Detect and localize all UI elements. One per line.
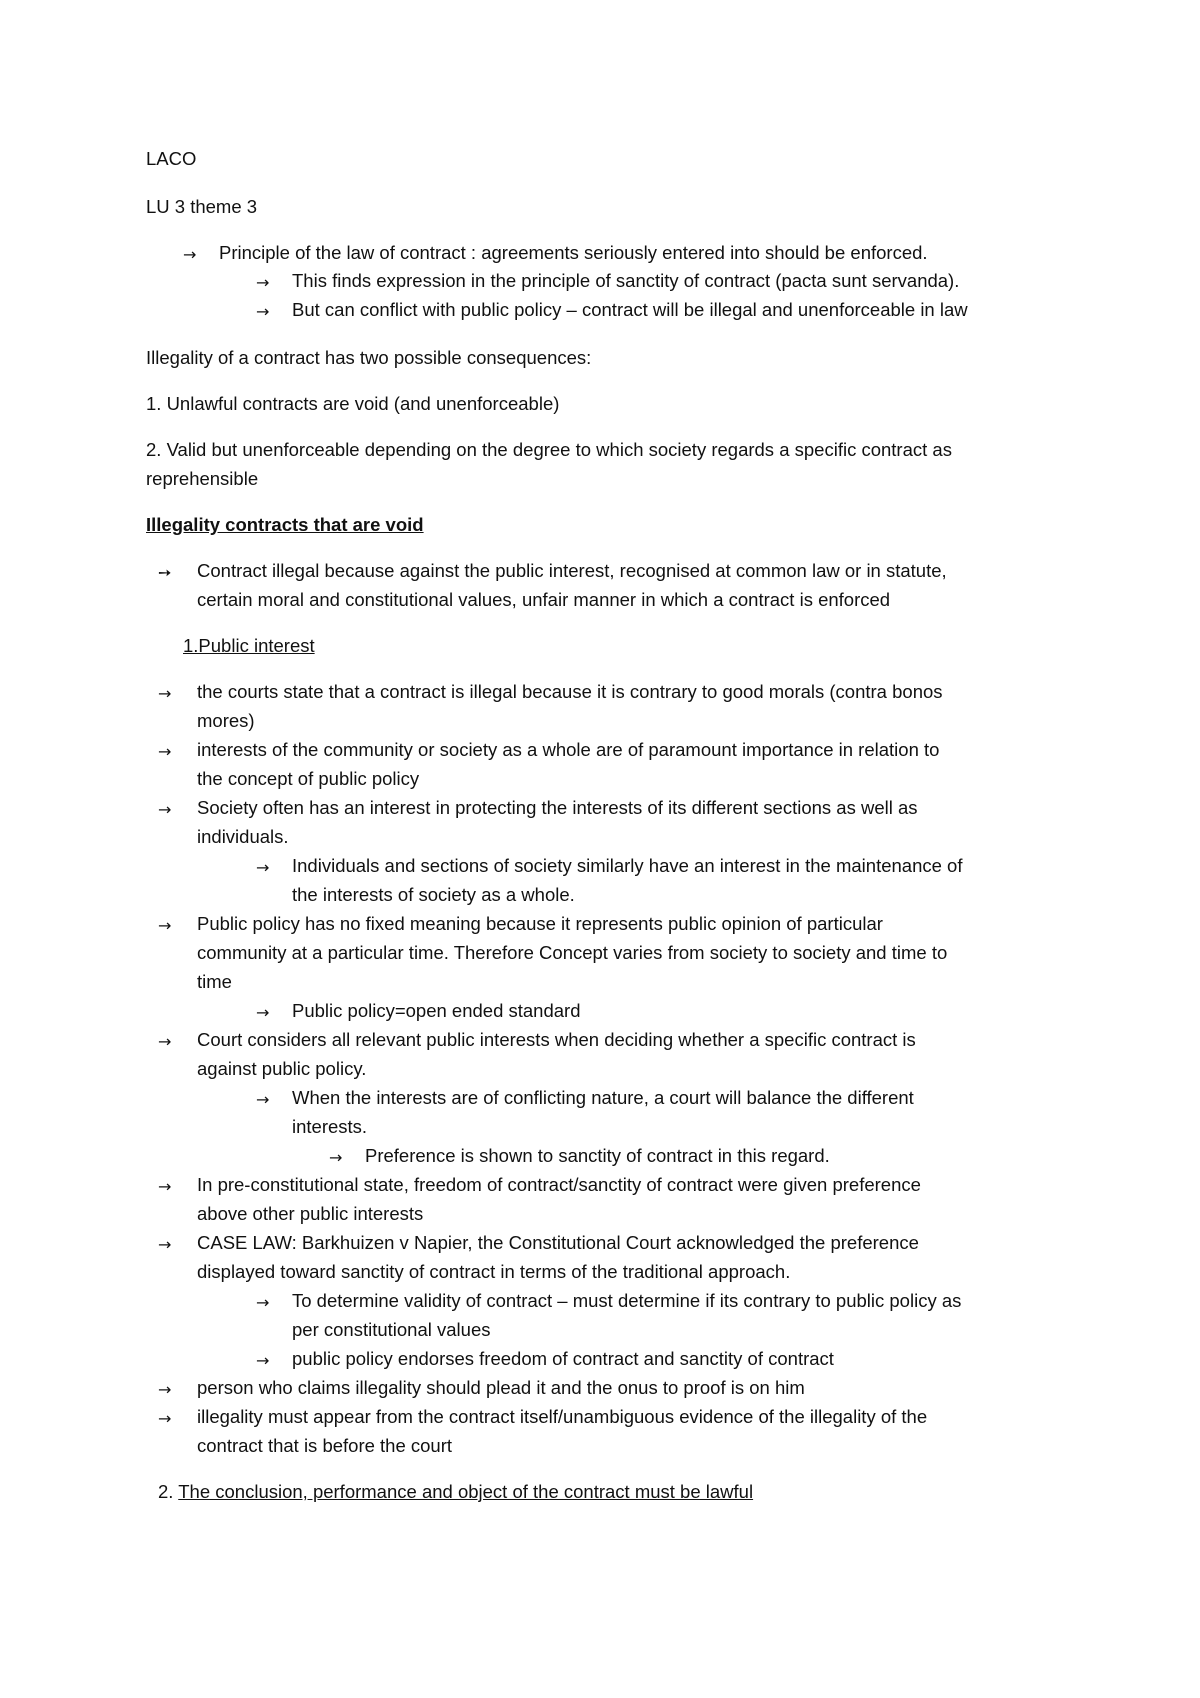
arrow-icon: →: [158, 916, 172, 935]
pi-bullet-4-line-3: time: [197, 971, 232, 992]
pi-bullet-4-line-2: community at a particular time. Therefore Concept varies from society to society and time to: [197, 942, 948, 963]
arrow-icon: →: [158, 1032, 172, 1051]
arrow-icon: →: [256, 1351, 270, 1370]
pi-bullet-7-line-2: displayed toward sanctity of contract in terms of the traditional approach.: [197, 1261, 791, 1282]
consequences-heading: Illegality of a contract has two possible consequences:: [146, 347, 592, 368]
pi-bullet-4-line-1: Public policy has no fixed meaning because it represents public opinion of particular: [197, 913, 883, 934]
void-bullet-line-2: certain moral and constitutional values, unfair manner in which a contract is enforced: [197, 589, 891, 610]
pi-bullet-1-line-2: mores): [197, 710, 255, 731]
intro-line-1: Principle of the law of contract : agreements seriously entered into should be enforced.: [219, 242, 928, 263]
pi-sub-7-1-line-2: per constitutional values: [292, 1319, 491, 1340]
pi-bullet-3-line-2: individuals.: [197, 826, 289, 847]
arrow-icon: →: [256, 273, 270, 292]
doc-title: LACO: [146, 148, 197, 169]
arrow-icon: →: [256, 1293, 270, 1312]
pi-sub-7-1-line-1: To determine validity of contract – must determine if its contrary to public policy as: [292, 1290, 962, 1311]
pi-sub-7-2: public policy endorses freedom of contract and sanctity of contract: [292, 1348, 834, 1369]
arrow-icon: →: [158, 800, 172, 819]
bold-arrow-icon: ➙: [158, 563, 172, 582]
void-section-heading: Illegality contracts that are void: [146, 514, 424, 535]
pi-bullet-9-line-2: contract that is before the court: [197, 1435, 453, 1456]
arrow-icon: →: [183, 245, 197, 264]
arrow-icon: →: [158, 742, 172, 761]
pi-sub-5-1-line-2: interests.: [292, 1116, 368, 1137]
arrow-icon: →: [158, 1409, 172, 1428]
arrow-icon: →: [256, 1003, 270, 1022]
public-interest-heading: 1.Public interest: [183, 635, 315, 656]
pi-bullet-3-line-1: Society often has an interest in protecting the interests of its different sections as well as: [197, 797, 918, 818]
pi-bullet-8: person who claims illegality should plead it and the onus to proof is on him: [197, 1377, 805, 1398]
pi-bullet-6-line-1: In pre-constitutional state, freedom of contract/sanctity of contract were given preference: [197, 1174, 921, 1195]
intro-line-3: But can conflict with public policy – contract will be illegal and unenforceable in law: [292, 299, 968, 320]
lawful-section-number: 2.: [158, 1481, 179, 1502]
lawful-section-heading: [158, 1481, 753, 1503]
arrow-icon: →: [158, 1380, 172, 1399]
arrow-icon: →: [158, 684, 172, 703]
pi-bullet-1-line-1: the courts state that a contract is illegal because it is contrary to good morals (contra bonos: [197, 681, 943, 702]
doc-subtitle: LU 3 theme 3: [146, 196, 258, 217]
intro-line-2: This finds expression in the principle of sanctity of contract (pacta sunt servanda).: [292, 270, 960, 291]
void-bullet-line-1: Contract illegal because against the public interest, recognised at common law or in statute,: [197, 560, 947, 581]
arrow-icon: →: [158, 1177, 172, 1196]
arrow-icon: →: [158, 1235, 172, 1254]
pi-bullet-9-line-1: illegality must appear from the contract itself/unambiguous evidence of the illegality of the: [197, 1406, 928, 1427]
pi-sub-5-1-line-1: When the interests are of conflicting nature, a court will balance the different: [292, 1087, 914, 1108]
pi-bullet-7-line-1: CASE LAW: Barkhuizen v Napier, the Constitutional Court acknowledged the preference: [197, 1232, 919, 1253]
consequence-1: 1. Unlawful contracts are void (and unenforceable): [146, 393, 560, 414]
pi-sub-4-1: Public policy=open ended standard: [292, 1000, 581, 1021]
lawful-section-title: The conclusion, performance and object of the contract must be lawful: [178, 1481, 754, 1502]
pi-bullet-5-line-1: Court considers all relevant public interests when deciding whether a specific contract is: [197, 1029, 916, 1050]
consequence-2-line-2: reprehensible: [146, 468, 259, 489]
arrow-icon: →: [329, 1148, 343, 1167]
arrow-icon: →: [256, 1090, 270, 1109]
consequence-2-line-1: 2. Valid but unenforceable depending on the degree to which society regards a specific contract as: [146, 439, 952, 460]
pi-sub-3-1-line-2: the interests of society as a whole.: [292, 884, 575, 905]
pi-bullet-5-line-2: against public policy.: [197, 1058, 367, 1079]
pi-sub-5-2: Preference is shown to sanctity of contract in this regard.: [365, 1145, 830, 1166]
pi-bullet-2-line-1: interests of the community or society as a whole are of paramount importance in relation to: [197, 739, 940, 760]
pi-bullet-6-line-2: above other public interests: [197, 1203, 424, 1224]
pi-sub-3-1-line-1: Individuals and sections of society similarly have an interest in the maintenance of: [292, 855, 963, 876]
pi-bullet-2-line-2: the concept of public policy: [197, 768, 420, 789]
arrow-icon: →: [256, 302, 270, 321]
arrow-icon: →: [256, 858, 270, 877]
